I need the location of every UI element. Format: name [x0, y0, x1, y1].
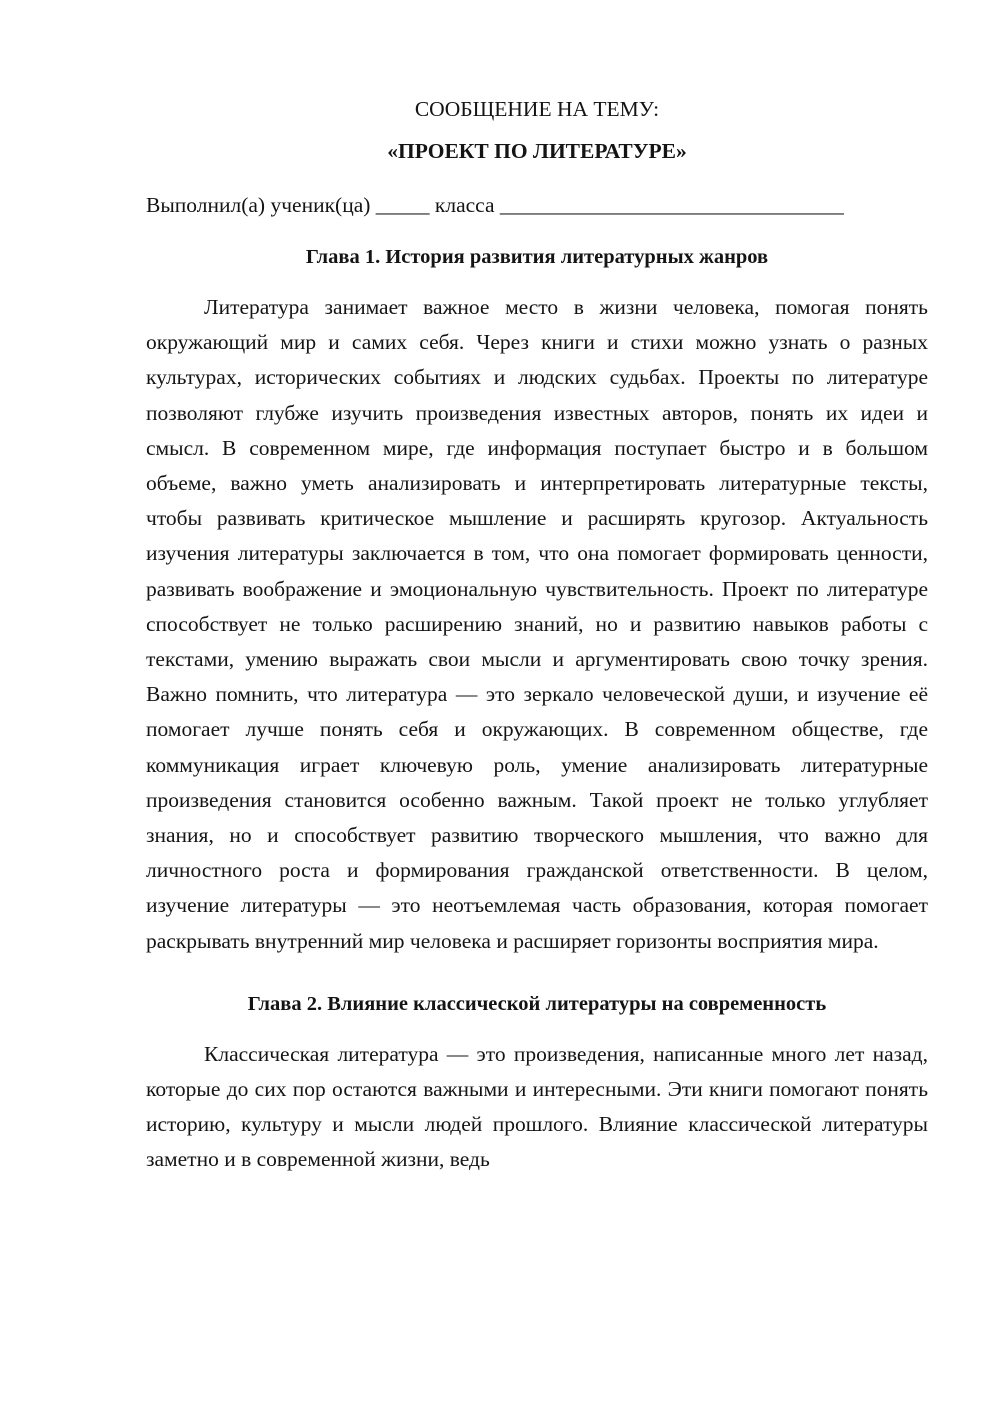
document-title: «ПРОЕКТ ПО ЛИТЕРАТУРЕ» — [387, 139, 687, 163]
chapter-2-title: Глава 2. Влияние классической литературы на современность — [247, 992, 827, 1015]
chapter-1-title: Глава 1. История развития литературных жанров — [305, 246, 769, 268]
chapter-2-paragraph: Классическая литература — это произведения, написанные много лет назад, которые до сих пор остаются важными и интересными. Эти книги помогают понять историю, культуру и мысли людей прошлого. Влияние классической литературы заметно и в современной жизни, ведь — [146, 1041, 928, 1172]
chapter-1-paragraph: Литература занимает важное место в жизни человека, помогая понять окружающий мир и самих себя. Через книги и стихи можно узнать о разных культурах, исторических событиях и людских судьбах. Проекты по литературе позволяют глубже изучить произведения известных авторов, понять их идеи и смысл. В современном мире, где информация поступает быстро и в большом объеме, важно уметь анализировать и интерпретировать литературные тексты, чтобы развивать критическое мышление и расширять кругозор. Актуальность изучения литературы заключается в том, что она помогает формировать ценности, развивать воображение и эмоциональную чувствительность. Проект по литературе способствует не только расширению знаний, но и развитию навыков работы с текстами, умению выражать свои мысли и аргументировать свою точку зрения. Важно помнить, что литература — это зеркало человеческой души, и изучение её помогает лучше понять себя и окружающих. В современном обществе, где коммуникация играет ключевую роль, умение анализировать литературные произведения становится особенно важным. Такой проект не только углубляет знания, но и способствует развитию творческого мышления, что важно для личностного роста и формирования гражданской ответственности. В целом, изучение литературы — это неотъемлемая часть образования, которая помогает раскрывать внутренний мир человека и расширяет горизонты восприятия мира. — [146, 295, 928, 953]
author-line: Выполнил(а) ученик(ца) _____ класса ________________________________ — [146, 193, 844, 217]
document-heading-line1: СООБЩЕНИЕ НА ТЕМУ: — [414, 97, 660, 121]
document-content — [146, 92, 928, 1178]
